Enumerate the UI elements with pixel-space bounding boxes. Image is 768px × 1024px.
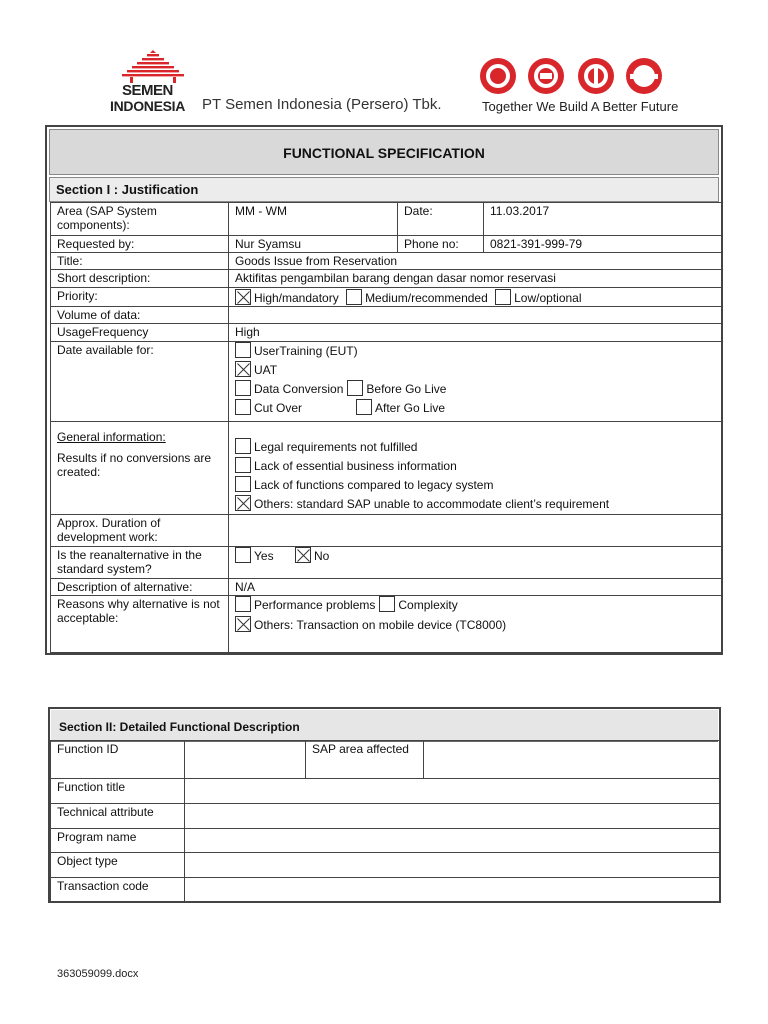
checkbox-icon[interactable] xyxy=(235,547,251,563)
results-options xyxy=(229,422,722,515)
table-row xyxy=(51,596,722,653)
table-row xyxy=(51,579,722,596)
table-row xyxy=(51,829,720,853)
reasons-options xyxy=(229,596,722,653)
alternative-yes-label: Yes xyxy=(254,549,274,563)
transaction-code-value[interactable] xyxy=(185,878,720,902)
date-available-label: Date available for: xyxy=(51,342,229,422)
subsidiary-badges xyxy=(476,56,666,96)
alternative-options xyxy=(229,547,722,579)
option-data-conversion[interactable] xyxy=(235,380,343,399)
area-label: Area (SAP System components): xyxy=(51,203,229,236)
reason-others-label: Others: Transaction on mobile device (TC8000) xyxy=(254,618,507,632)
alternative-no[interactable] xyxy=(295,547,329,566)
option-before-go-live[interactable] xyxy=(347,380,446,399)
option-uat[interactable] xyxy=(235,361,277,380)
checkbox-icon[interactable] xyxy=(235,596,251,612)
result-option-legacy[interactable] xyxy=(235,476,493,495)
table-row xyxy=(51,324,722,342)
logo-text-indonesia: INDONESIA xyxy=(110,98,186,114)
priority-options xyxy=(229,288,722,307)
alternative-no-label: No xyxy=(314,549,330,563)
table-row xyxy=(51,253,722,270)
priority-label: Priority: xyxy=(51,288,229,307)
reason-others[interactable] xyxy=(235,616,506,635)
checkbox-checked-icon[interactable] xyxy=(295,547,311,563)
volume-value xyxy=(229,307,722,324)
option-cut-over[interactable] xyxy=(235,399,352,418)
short-desc-label: Short description: xyxy=(51,270,229,288)
function-title-label: Function title xyxy=(51,779,185,804)
result-option-business-info[interactable] xyxy=(235,457,457,476)
priority-low-label: Low/optional xyxy=(514,291,582,305)
phone-value: 0821-391-999-79 xyxy=(484,236,722,253)
reasons-label: Reasons why alternative is not acceptable: xyxy=(51,596,229,653)
company-logo-mark-icon xyxy=(120,50,186,84)
result-option-business-info-label: Lack of essential business information xyxy=(254,459,457,473)
checkbox-icon[interactable] xyxy=(235,399,251,415)
table-row xyxy=(51,203,722,236)
checkbox-icon[interactable] xyxy=(495,289,511,305)
semen-padang-badge-icon xyxy=(476,56,520,96)
checkbox-icon[interactable] xyxy=(235,380,251,396)
duration-value xyxy=(229,515,722,547)
table-row xyxy=(51,307,722,324)
checkbox-checked-icon[interactable] xyxy=(235,361,251,377)
semen-tonasa-badge-icon xyxy=(574,56,618,96)
usage-value: High xyxy=(229,324,722,342)
date-value: 11.03.2017 xyxy=(484,203,722,236)
function-id-value[interactable] xyxy=(185,741,306,779)
phone-label: Phone no: xyxy=(398,236,484,253)
checkbox-icon[interactable] xyxy=(347,380,363,396)
checkbox-checked-icon[interactable] xyxy=(235,616,251,632)
requested-label: Requested by: xyxy=(51,236,229,253)
doc-title: FUNCTIONAL SPECIFICATION xyxy=(283,145,485,161)
short-desc-value: Aktifitas pengambilan barang dengan dasar nomor reservasi xyxy=(229,270,722,288)
technical-attribute-label: Technical attribute xyxy=(51,804,185,829)
usage-label: UsageFrequency xyxy=(51,324,229,342)
table-row xyxy=(51,779,720,804)
object-type-value[interactable] xyxy=(185,853,720,878)
priority-medium-label: Medium/recommended xyxy=(365,291,488,305)
result-option-legacy-label: Lack of functions compared to legacy system xyxy=(254,478,494,492)
option-before-go-live-label: Before Go Live xyxy=(366,382,447,396)
program-name-value[interactable] xyxy=(185,829,720,853)
table-row xyxy=(51,515,722,547)
requested-value: Nur Syamsu xyxy=(229,236,398,253)
result-option-legal-label: Legal requirements not fulfilled xyxy=(254,440,418,454)
option-after-go-live-label: After Go Live xyxy=(375,401,446,415)
transaction-code-label: Transaction code xyxy=(51,878,185,902)
checkbox-icon[interactable] xyxy=(235,457,251,473)
section-1-title: Section I : Justification xyxy=(56,182,199,197)
checkbox-icon[interactable] xyxy=(235,342,251,358)
reason-performance[interactable] xyxy=(235,596,375,615)
checkbox-icon[interactable] xyxy=(235,476,251,492)
alternative-question-label: Is the reanalternative in the standard system? xyxy=(51,547,229,579)
function-title-value[interactable] xyxy=(185,779,720,804)
table-row xyxy=(51,804,720,829)
reason-performance-label: Performance problems xyxy=(254,598,376,612)
checkbox-checked-icon[interactable] xyxy=(235,289,251,305)
desc-alternative-value: N/A xyxy=(229,579,722,596)
reason-complexity[interactable] xyxy=(379,596,457,615)
option-after-go-live[interactable] xyxy=(356,399,445,418)
option-eut-label: UserTraining (EUT) xyxy=(254,344,358,358)
section-2-title: Section II: Detailed Functional Description xyxy=(59,720,300,734)
table-row xyxy=(51,878,720,902)
result-option-others[interactable] xyxy=(235,495,609,514)
priority-low[interactable] xyxy=(495,289,581,305)
alternative-yes[interactable] xyxy=(235,547,291,566)
thang-long-badge-icon xyxy=(622,56,666,96)
date-available-options xyxy=(229,342,722,422)
doc-title-bar xyxy=(49,129,719,175)
technical-attribute-value[interactable] xyxy=(185,804,720,829)
object-type-label: Object type xyxy=(51,853,185,878)
date-label: Date: xyxy=(398,203,484,236)
tagline: Together We Build A Better Future xyxy=(482,99,679,114)
checkbox-icon[interactable] xyxy=(356,399,372,415)
table-row xyxy=(51,853,720,878)
table-row xyxy=(51,547,722,579)
section-1-header xyxy=(49,177,719,202)
option-eut[interactable] xyxy=(235,342,358,361)
company-name: PT Semen Indonesia (Persero) Tbk. xyxy=(202,96,442,113)
priority-medium[interactable] xyxy=(346,289,488,305)
function-id-label: Function ID xyxy=(51,741,185,779)
table-row xyxy=(51,270,722,288)
table-row xyxy=(51,288,722,307)
section-2-header xyxy=(51,710,718,742)
justification-table xyxy=(50,202,722,653)
program-name-label: Program name xyxy=(51,829,185,853)
result-option-legal[interactable] xyxy=(235,438,417,457)
smig-badge-icon xyxy=(524,56,568,96)
checkbox-checked-icon[interactable] xyxy=(235,495,251,511)
priority-high-label: High/mandatory xyxy=(254,291,339,305)
title-label: Title: xyxy=(51,253,229,270)
general-info-cell xyxy=(51,422,229,515)
semen-indonesia-logo xyxy=(110,50,200,120)
option-uat-label: UAT xyxy=(254,363,278,377)
table-row xyxy=(51,342,722,422)
table-row xyxy=(51,741,720,779)
table-row xyxy=(51,422,722,515)
priority-high[interactable] xyxy=(235,289,339,305)
option-cut-over-label: Cut Over xyxy=(254,401,303,415)
desc-alternative-label: Description of alternative: xyxy=(51,579,229,596)
sap-area-label: SAP area affected xyxy=(306,741,424,779)
checkbox-icon[interactable] xyxy=(235,438,251,454)
sap-area-value[interactable] xyxy=(424,741,720,779)
functional-description-table xyxy=(50,740,720,902)
area-value: MM - WM xyxy=(229,203,398,236)
results-label: Results if no conversions are created: xyxy=(57,451,212,479)
file-name-footer: 363059099.docx xyxy=(57,968,139,980)
checkbox-icon[interactable] xyxy=(346,289,362,305)
option-data-conversion-label: Data Conversion xyxy=(254,382,344,396)
result-option-others-label: Others: standard SAP unable to accommodate client’s requirement xyxy=(254,497,610,511)
logo-text-semen: SEMEN xyxy=(122,82,173,99)
checkbox-icon[interactable] xyxy=(379,596,395,612)
general-info-label: General information: xyxy=(57,430,166,444)
duration-label: Approx. Duration of development work: xyxy=(51,515,229,547)
title-value: Goods Issue from Reservation xyxy=(229,253,722,270)
table-row xyxy=(51,236,722,253)
volume-label: Volume of data: xyxy=(51,307,229,324)
reason-complexity-label: Complexity xyxy=(398,598,458,612)
